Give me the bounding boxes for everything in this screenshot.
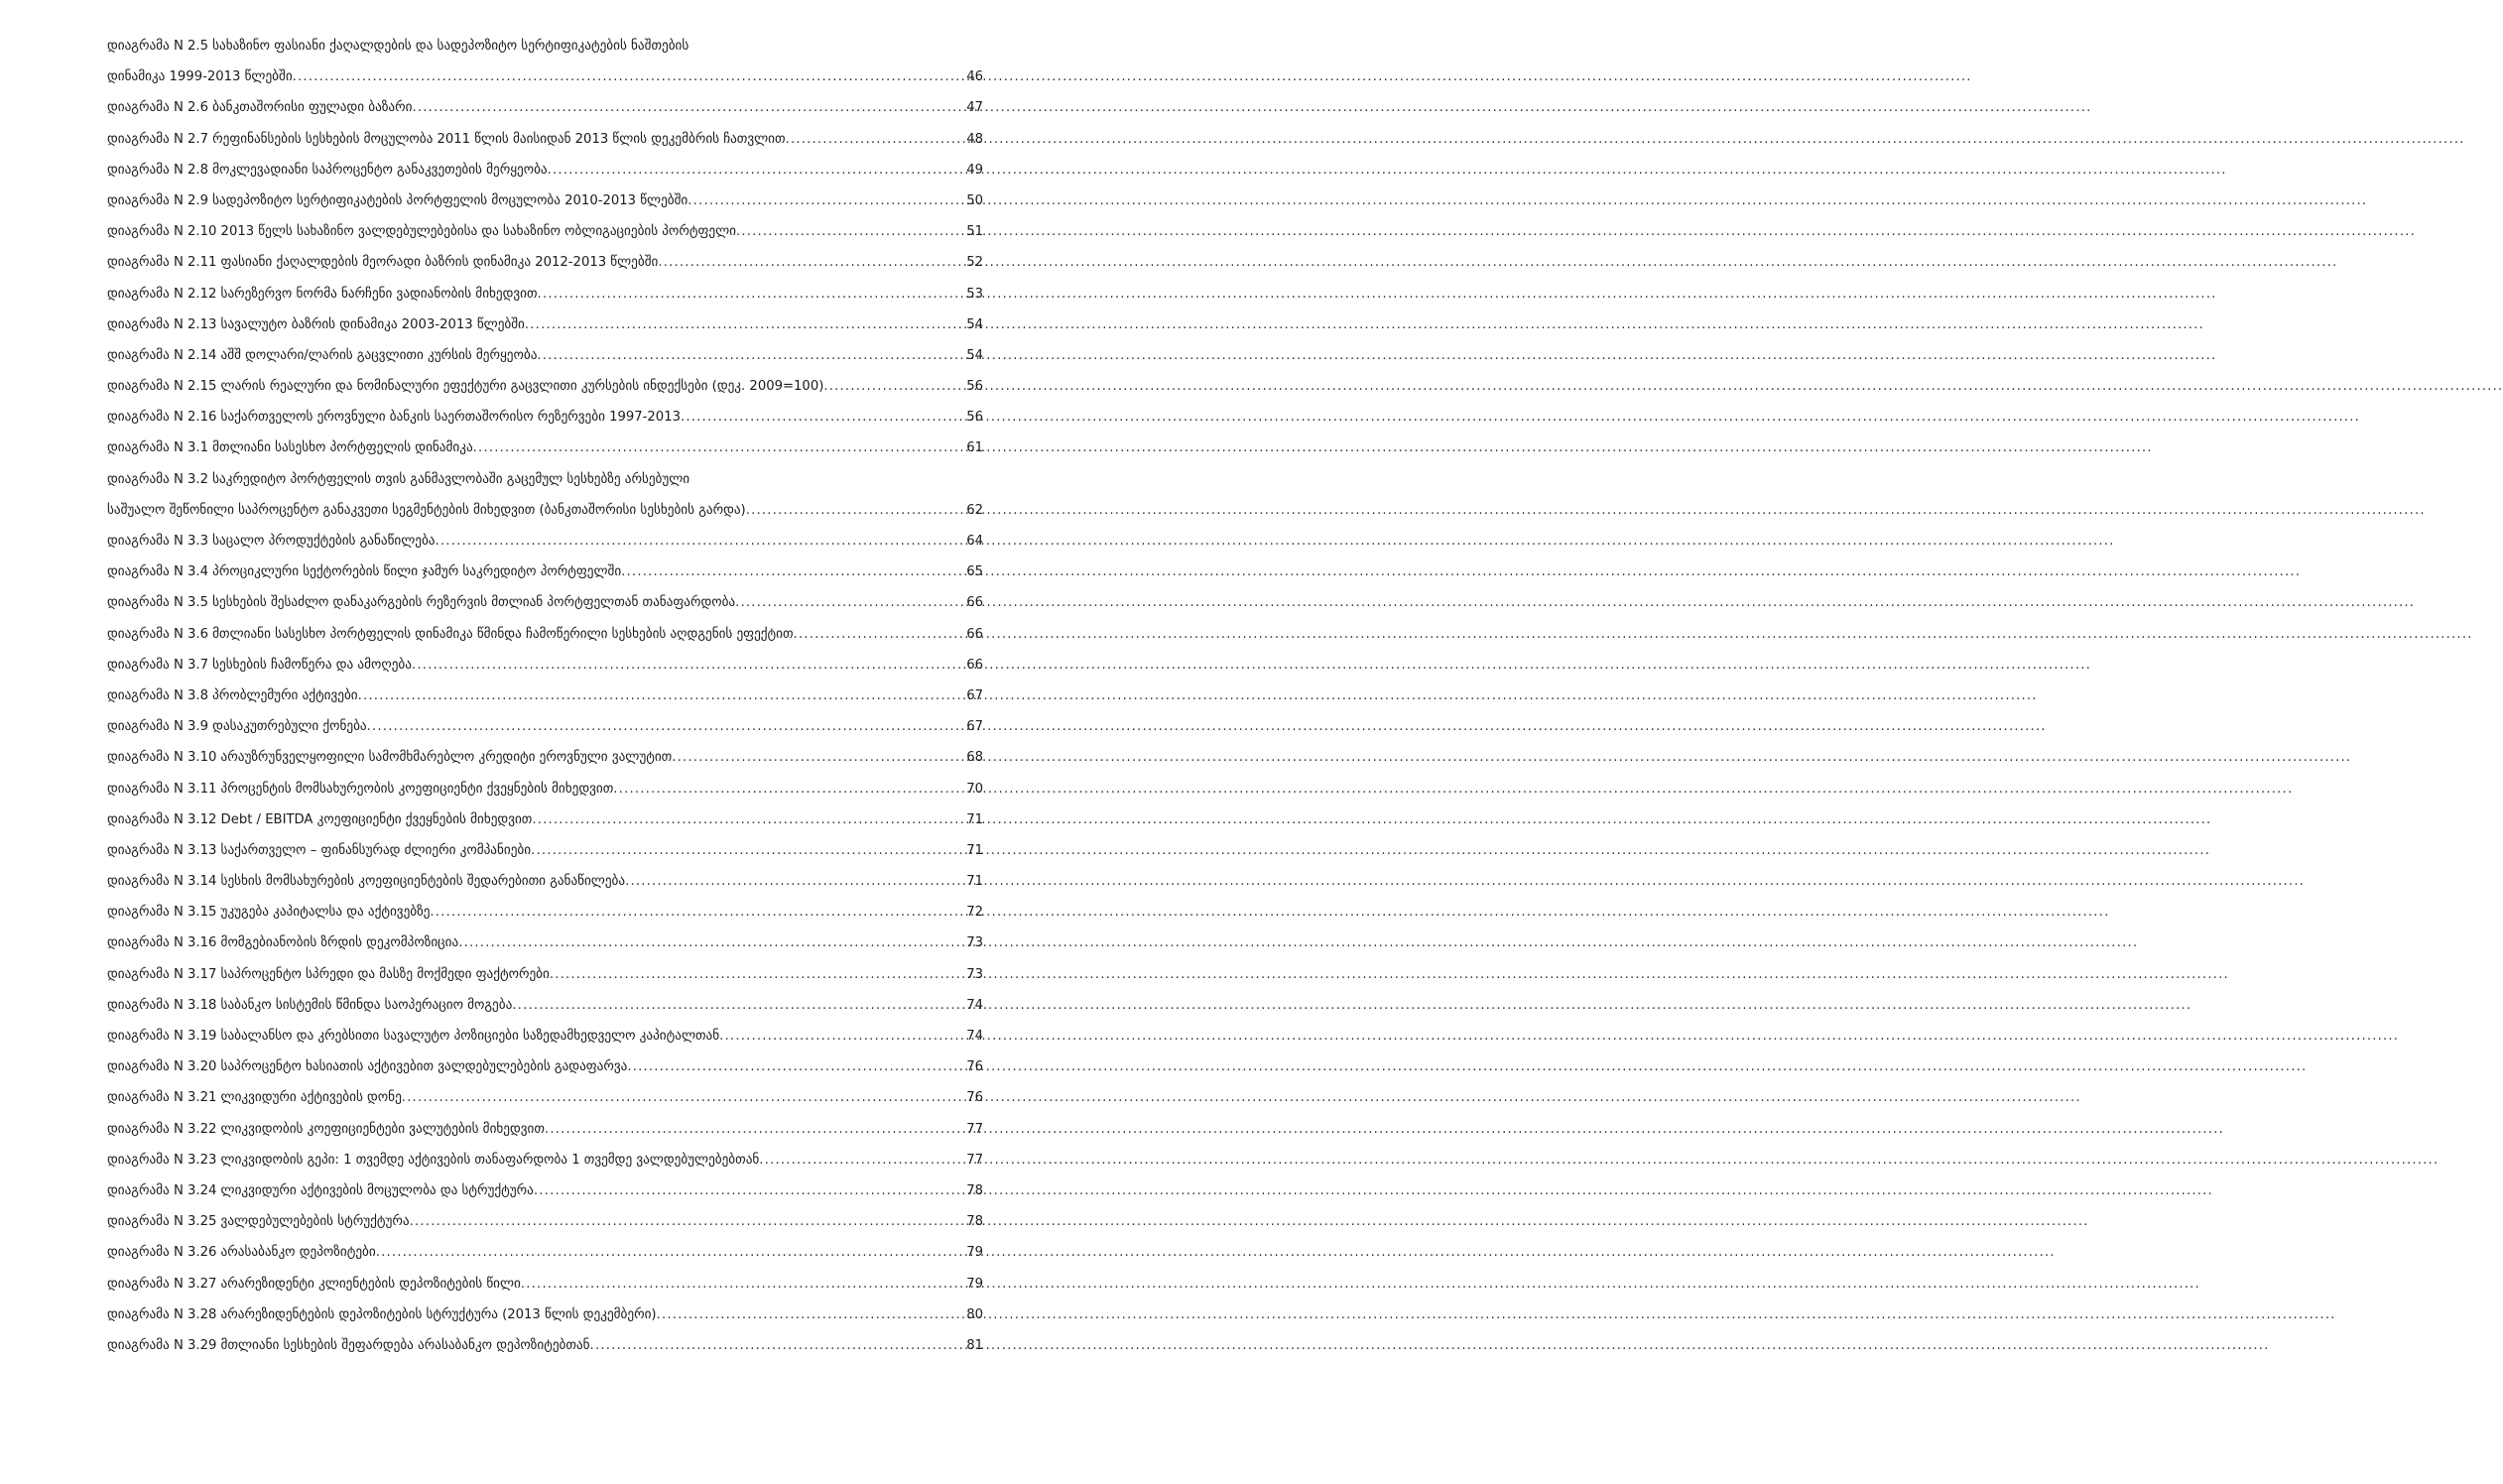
toc-entry-title: დიაგრამა N 3.20 საპროცენტო ხასიათის აქტივებით ვალდებულებების გადაფარვა [107,1059,628,1075]
dot-leader [627,1051,965,1082]
toc-entry[interactable] [107,774,983,804]
toc-entry-title: დიაგრამა N 2.11 ფასიანი ქაღალდების მეორადი ბაზრის დინამიკა 2012-2013 წლებში [107,255,659,271]
toc-entry[interactable] [107,279,983,309]
toc-entry[interactable] [107,650,983,680]
toc-entry-page: 74 [966,997,983,1013]
toc-entry[interactable] [107,402,983,433]
dot-leader [688,186,965,216]
toc-entry-title: დიაგრამა N 3.1 მთლიანი სასესხო პორტფელის დინამიკა [107,440,473,456]
toc-entry-title: დიაგრამა N 3.18 საბანკო სისტემის წმინდა საოპერაციო მოგება [107,997,513,1013]
toc-entry-page: 79 [966,1245,983,1261]
toc-entry-title: დიაგრამა N 3.24 ლიკვიდური აქტივების მოცულობა და სტრუქტურა [107,1182,534,1198]
toc-entry-title: დიაგრამა N 3.27 არარეზიდენტი კლიენტების დეპოზიტების წილი [107,1276,521,1292]
dot-leader [376,1237,966,1268]
toc-entry-page: 65 [966,564,983,580]
toc-entry[interactable] [107,1206,983,1237]
dot-leader [681,402,965,433]
dot-leader [786,124,966,155]
dot-leader [613,774,965,804]
toc-entry-title: დიაგრამა N 3.29 მთლიანი სესხების შეფარდება არასაბანკო დეპოზიტებთან [107,1337,590,1353]
toc-entry-title: დიაგრამა N 3.4 პროციკლური სექტორების წილი ჯამურ საკრედიტო პორტფელში [107,564,622,580]
toc-entry[interactable] [107,556,983,587]
dot-leader [436,526,966,556]
toc-entry-page: 68 [966,750,983,766]
dot-leader [548,155,966,186]
dot-leader [794,619,966,650]
toc-entry-title: დიაგრამა N 2.12 სარეზერვო ნორმა ნარჩენი ვადიანობის მიხედვით [107,286,538,302]
toc-entry[interactable] [107,959,983,990]
toc-entry-page: 53 [966,286,983,302]
toc-entry[interactable] [107,1330,983,1361]
toc-entry-title: დიაგრამა N 3.5 სესხების შესაძლო დანაკარგების რეზერვის მთლიან პორტფელთან თანაფარდობა [107,595,736,611]
toc-entry-page: 74 [966,1029,983,1045]
dot-leader [534,1175,965,1206]
dot-leader [412,650,965,680]
toc-entry-page: 62 [966,502,983,518]
toc-entry-title: დიაგრამა N 2.15 ლარის რეალური და ნომინალური ეფექტური გაცვლითი კურსების ინდექსები (დეკ. 2009=100) [107,379,824,395]
dot-leader [746,495,966,526]
toc-entry[interactable] [107,216,983,247]
toc-entry-title: დიაგრამა N 2.8 მოკლევადიანი საპროცენტო განაკვეთების მერყეობა [107,162,548,178]
toc-entry-page: 54 [966,347,983,363]
dot-leader [532,804,965,835]
dot-leader [430,897,965,928]
toc-entry-page: 73 [966,935,983,951]
toc-entry-title: დიაგრამა N 3.26 არასაბანკო დეპოზიტები [107,1245,376,1261]
toc-entry-page: 76 [966,1059,983,1075]
toc-entry-title: დიაგრამა N 2.7 რეფინანსების სესხების მოცულობა 2011 წლის მაისიდან 2013 წლის დეკემბრის ჩათვლით [107,131,786,147]
toc-entry-title: დიაგრამა N 3.9 დასაკუთრებული ქონება [107,719,367,735]
toc-entry[interactable] [107,1114,983,1145]
dot-leader [625,866,965,897]
dot-leader [521,1269,965,1299]
toc-entry-page: 46 [966,69,983,85]
toc-entry-page: 70 [966,781,983,797]
toc-entry-title: დიაგრამა N 3.19 საბალანსო და კრებსითი სავალუტო პოზიციები საზედამხედველო კაპიტალთან [107,1029,720,1045]
dot-leader [735,587,965,618]
toc-entry-page: 80 [966,1306,983,1322]
dot-leader [293,62,966,92]
toc-entry[interactable] [107,990,983,1021]
toc-entry-page: 72 [966,905,983,921]
toc-entry-page: 71 [966,874,983,890]
toc-entry[interactable] [107,155,983,186]
toc-entry-page: 61 [966,440,983,456]
toc-entry-title: დიაგრამა N 3.14 სესხის მომსახურების კოეფიციენტების შედარებითი განაწილება [107,874,626,890]
toc-entry-page: 67 [966,719,983,735]
dot-leader [621,556,965,587]
toc-entry-page: 52 [966,255,983,271]
toc-entry-page: 54 [966,316,983,332]
dot-leader [537,340,965,371]
toc-entry[interactable] [107,124,983,155]
dot-leader [525,309,965,340]
toc-entry[interactable] [107,897,983,928]
toc-entry[interactable] [107,1269,983,1299]
toc-entry[interactable] [107,31,983,92]
toc-entry-title: დიაგრამა N 3.17 საპროცენტო სპრედი და მასზე მოქმედი ფაქტორები [107,966,550,982]
toc-entry-page: 56 [966,379,983,395]
toc-entry-title: დიაგრამა N 3.16 მომგებიანობის ზრდის დეკომპოზიცია [107,935,459,951]
toc-entry-title: დინამიკა 1999-2013 წლებში [107,69,293,85]
dot-leader [657,1299,966,1330]
toc-entry[interactable] [107,1237,983,1268]
toc-entry-page: 79 [966,1276,983,1292]
dot-leader [658,247,965,278]
toc-entry[interactable] [107,371,983,402]
toc-entry-title-first-line: დიაგრამა N 3.2 საკრედიტო პორტფელის თვის განმავლობაში გაცემულ სესხებზე არსებული [107,471,690,487]
toc-entry-page: 51 [966,224,983,240]
toc-entry-title: დიაგრამა N 3.13 საქართველო – ფინანსურად ძლიერი კომპანიები [107,842,532,858]
dot-leader [545,1114,965,1145]
dot-leader [538,279,966,309]
toc-entry-page: 77 [966,1121,983,1137]
toc-entry[interactable] [107,1175,983,1206]
toc-entry[interactable] [107,587,983,618]
toc-entry[interactable] [107,526,983,556]
toc-entry[interactable] [107,92,983,123]
dot-leader [719,1021,965,1051]
dot-leader [412,92,965,123]
toc-entry-page: 66 [966,595,983,611]
toc-entry[interactable] [107,1145,983,1175]
dot-leader [590,1330,966,1361]
dot-leader [550,959,965,990]
toc-entry-title: დიაგრამა N 2.13 სავალუტო ბაზრის დინამიკა 2003-2013 წლებში [107,316,525,332]
toc-entry[interactable] [107,680,983,711]
toc-entry-title: დიაგრამა N 2.10 2013 წელს სახაზინო ვალდებულებებისა და სახაზინო ობლიგაციების პორტფელი [107,224,736,240]
toc-entry[interactable] [107,340,983,371]
toc-entry-page: 78 [966,1182,983,1198]
dot-leader [672,742,965,773]
toc-entry-page: 56 [966,410,983,426]
dot-leader [759,1145,965,1175]
toc-entry-page: 64 [966,534,983,550]
toc-entry[interactable] [107,309,983,340]
toc-entry[interactable] [107,464,983,526]
dot-leader [402,1082,965,1113]
dot-leader [410,1206,966,1237]
toc-entry-page: 49 [966,162,983,178]
toc-entry-title: დიაგრამა N 3.11 პროცენტის მომსახურეობის კოეფიციენტი ქვეყნების მიხედვით [107,781,614,797]
dot-leader [367,711,966,742]
toc-entry[interactable] [107,1299,983,1330]
toc-entry[interactable] [107,866,983,897]
toc-entry-title-first-line: დიაგრამა N 2.5 სახაზინო ფასიანი ქაღალდების და სადეპოზიტო სერტიფიკატების ნაშთების [107,39,689,54]
toc-entry[interactable] [107,1021,983,1051]
toc-entry-page: 50 [966,192,983,208]
toc-entry[interactable] [107,711,983,742]
toc-entry[interactable] [107,1051,983,1082]
toc-entry-title: დიაგრამა N 3.23 ლიკვიდობის გეპი: 1 თვემდე აქტივების თანაფარდობა 1 თვემდე ვალდებულებებთან [107,1152,760,1168]
toc-entry[interactable] [107,433,983,463]
toc-entry[interactable] [107,804,983,835]
toc-entry-page: 81 [966,1337,983,1353]
toc-entry-page: 66 [966,626,983,642]
toc-entry-title: დიაგრამა N 3.7 სესხების ჩამოწერა და ამოღება [107,657,412,673]
toc-entry-title: დიაგრამა N 3.12 Debt / EBITDA კოეფიციენტი ქვეყნების მიხედვით [107,811,533,827]
toc-entry-title: დიაგრამა N 2.16 საქართველოს ეროვნული ბანკის საერთაშორისო რეზერვები 1997-2013 [107,410,681,426]
toc-entry[interactable] [107,186,983,216]
toc-entry-page: 78 [966,1214,983,1230]
toc-entry[interactable] [107,1082,983,1113]
toc-entry-page: 76 [966,1090,983,1106]
toc-entry[interactable] [107,619,983,650]
toc-entry-title: დიაგრამა N 3.25 ვალდებულებების სტრუქტურა [107,1214,410,1230]
toc-entry-title: დიაგრამა N 3.3 საცალო პროდუქტების განაწილება [107,534,436,550]
dot-leader [358,680,966,711]
toc-entry-title: დიაგრამა N 3.22 ლიკვიდობის კოეფიციენტები ვალუტების მიხედვით [107,1121,545,1137]
dot-leader [458,928,965,958]
toc-entry[interactable] [107,742,983,773]
toc-entry-page: 73 [966,966,983,982]
toc-entry-title: დიაგრამა N 3.6 მთლიანი სასესხო პორტფელის დინამიკა წმინდა ჩამოწერილი სესხების აღდგენის ეფექტით [107,626,794,642]
toc-entry-page: 48 [966,131,983,147]
toc-entry[interactable] [107,247,983,278]
toc-entry-page: 47 [966,100,983,116]
toc-entry-page: 67 [966,687,983,703]
toc-entry-title: საშუალო შეწონილი საპროცენტო განაკვეთი სეგმენტების მიხედვით (ბანკთაშორისი სესხების გარდა) [107,502,746,518]
dot-leader [823,371,965,402]
toc-entry-title: დიაგრამა N 3.15 უკუგება კაპიტალსა და აქტივებზე [107,905,431,921]
toc-entry-title: დიაგრამა N 3.21 ლიკვიდური აქტივების დონე [107,1090,402,1106]
toc-entry-title: დიაგრამა N 3.10 არაუზრუნველყოფილი სამომხმარებლო კრედიტი ეროვნული ვალუტით [107,750,673,766]
dot-leader [531,835,965,866]
toc-entry-page: 77 [966,1152,983,1168]
dot-leader [736,216,965,247]
toc-entry-title: დიაგრამა N 2.9 სადეპოზიტო სერტიფიკატების პორტფელის მოცულობა 2010-2013 წლებში [107,192,688,208]
toc-entry-title: დიაგრამა N 2.6 ბანკთაშორისი ფულადი ბაზარი [107,100,413,116]
toc-entry-title: დიაგრამა N 2.14 აშშ დოლარი/ლარის გაცვლითი კურსის მერყეობა [107,347,538,363]
dot-leader [512,990,965,1021]
toc-entry-title: დიაგრამა N 3.8 პრობლემური აქტივები [107,687,358,703]
toc-entry-page: 71 [966,811,983,827]
dot-leader [473,433,966,463]
toc-entry-page: 66 [966,657,983,673]
toc-entry-page: 71 [966,842,983,858]
toc-entry[interactable] [107,835,983,866]
table-of-figures [107,31,983,1361]
toc-entry-title: დიაგრამა N 3.28 არარეზიდენტების დეპოზიტების სტრუქტურა (2013 წლის დეკემბერი) [107,1306,657,1322]
toc-entry[interactable] [107,928,983,958]
